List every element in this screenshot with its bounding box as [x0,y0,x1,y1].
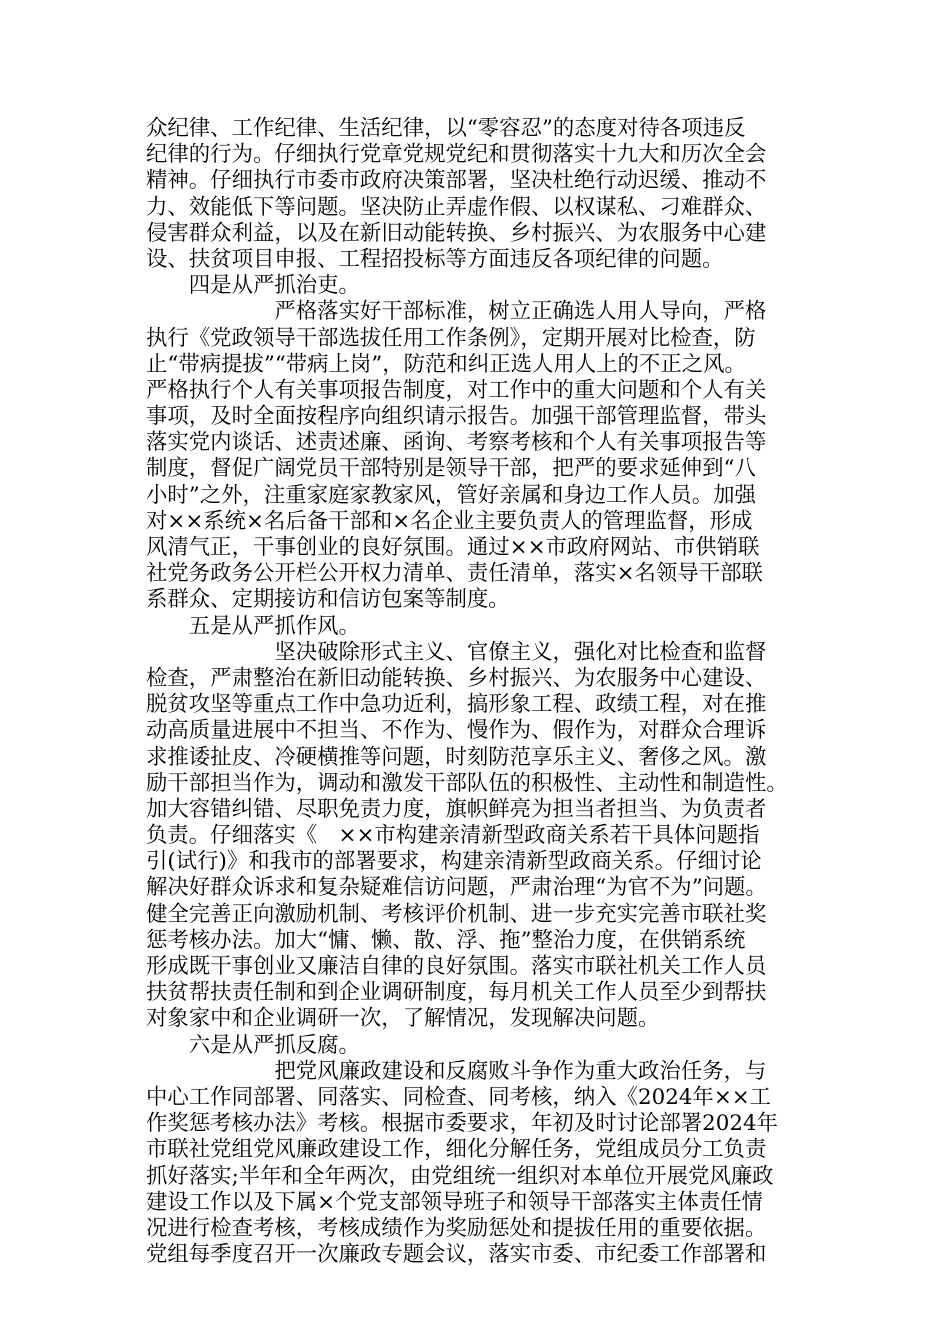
text-line: 风清气正，干事创业的良好氛围。通过××市政府网站、市供销联 [146,535,760,560]
text-line: 严格落实好干部标准，树立正确选人用人导向，严格 [274,299,767,325]
text-line: 脱贫攻坚等重点工作中急功近利，搞形象工程、政绩工程，对在推 [146,692,767,718]
body-paragraph [146,299,806,613]
text-line: 党组每季度召开一次廉政专题会议，落实市委、市纪委工作部署和 [146,1242,767,1268]
text-line: 中心工作同部署、同落实、同检查、同考核，纳入《2024年××工 [146,1084,772,1110]
text-line: 检查，严肃整治在新旧动能转换、乡村振兴、为农服务中心建设、 [146,665,767,691]
text-line: 坚决破除形式主义、官僚主义，强化对比检查和监督 [274,639,767,665]
text-line: 建设工作以及下属×个党支部领导班子和领导干部落实主体责任情 [146,1189,763,1215]
text-line: 严格执行个人有关事项报告制度，对工作中的重大问题和个人有关 [146,377,767,403]
text-line: 扶贫帮扶责任制和到企业调研制度，每月机关工作人员至少到帮扶 [146,980,767,1006]
section-heading [146,1033,806,1059]
text-line: 作奖惩考核办法》考核。根据市委要求，年初及时讨论部署2024年 [146,1111,778,1137]
section-heading [146,273,806,299]
text-line: 健全完善正向激励机制、考核评价机制、进一步充实完善市联社奖 [146,901,767,927]
text-line: 引(试行)》和我市的部署要求，构建亲清新型政商关系。仔细讨论 [146,849,762,875]
text-line: 设、扶贫项目申报、工程招投标等方面违反各项纪律的问题。 [146,246,724,272]
text-line: 制度，督促广阔党员干部特别是领导干部，把严的要求延伸到“八 [146,456,756,482]
text-line: 动高质量进展中不担当、不作为、慢作为、假作为，对群众合理诉 [146,718,767,744]
text-line: 抓好落实;半年和全年两次，由党组统一组织对本单位开展党风廉政 [146,1163,774,1189]
text-line: 加大容错纠错、尽职免责力度，旗帜鲜亮为担当者担当、为负责者 [146,796,767,822]
document-body [146,116,806,1268]
text-line: 励干部担当作为，调动和激发干部队伍的积极性、主动性和制造性。 [146,770,788,796]
text-line: 事项，及时全面按程序向组织请示报告。加强干部管理监督，带头 [146,404,767,430]
text-line: 惩考核办法。加大“慵、懒、散、浮、拖”整治力度，在供销系统 [146,927,746,953]
text-line: 对象家中和企业调研一次，了解情况，发现解决问题。 [146,1006,660,1032]
text-line: 况进行检查考核，考核成绩作为奖励惩处和提拔任用的重要依据。 [146,1215,767,1241]
text-line: 侵害群众利益，以及在新旧动能转换、乡村振兴、为农服务中心建 [146,220,767,246]
text-line: 精神。仔细执行市委市政府决策部署，坚决杜绝行动迟缓、推动不 [146,168,767,194]
text-line: 对××系统×名后备干部和×名企业主要负责人的管理监督，形成 [146,508,753,534]
body-paragraph [146,640,806,1033]
body-paragraph [146,116,806,273]
text-line: 五是从严抓作风。 [188,613,360,639]
text-line: 落实党内谈话、述责述廉、函询、考察考核和个人有关事项报告等 [146,430,767,456]
text-line: 负责。仔细落实《 ××市构建亲清新型政商关系若干具体问题指 [146,823,760,849]
text-line: 执行《党政领导干部选拔任用工作条例》，定期开展对比检查，防 [146,325,756,351]
text-line: 求推诿扯皮、冷硬横推等问题，时刻防范享乐主义、奢侈之风。激 [146,744,767,770]
text-line: 社党务政务公开栏公开权力清单、责任清单，落实×名领导干部联 [146,561,763,587]
text-line: 系群众、定期接访和信访包案等制度。 [146,587,510,613]
text-line: 小时”之外，注重家庭家教家风，管好亲属和身边工作人员。加强 [146,482,756,508]
text-line: 把党风廉政建设和反腐败斗争作为重大政治任务，与 [274,1058,767,1084]
text-line: 力、效能低下等问题。坚决防止弄虚作假、以权谋私、刁难群众、 [146,194,767,220]
text-line: 纪律的行为。仔细执行党章党规党纪和贯彻落实十九大和历次全会 [146,142,767,168]
text-line: 止“带病提拔”“带病上岗”，防范和纠正选人用人上的不正之风。 [146,351,746,377]
text-line: 四是从严抓治吏。 [188,273,360,299]
text-line: 六是从严抓反腐。 [188,1032,360,1058]
text-line: 市联社党组党风廉政建设工作，细化分解任务，党组成员分工负责 [146,1137,767,1163]
text-line: 解决好群众诉求和复杂疑难信访问题，严肃治理“为官不为”问题。 [146,875,767,901]
body-paragraph [146,1059,806,1269]
text-line: 众纪律、工作纪律、生活纪律，以“零容忍”的态度对待各项违反 [146,116,746,141]
section-heading [146,614,806,640]
text-line: 形成既干事创业又廉洁自律的良好氛围。落实市联社机关工作人员 [146,954,767,979]
